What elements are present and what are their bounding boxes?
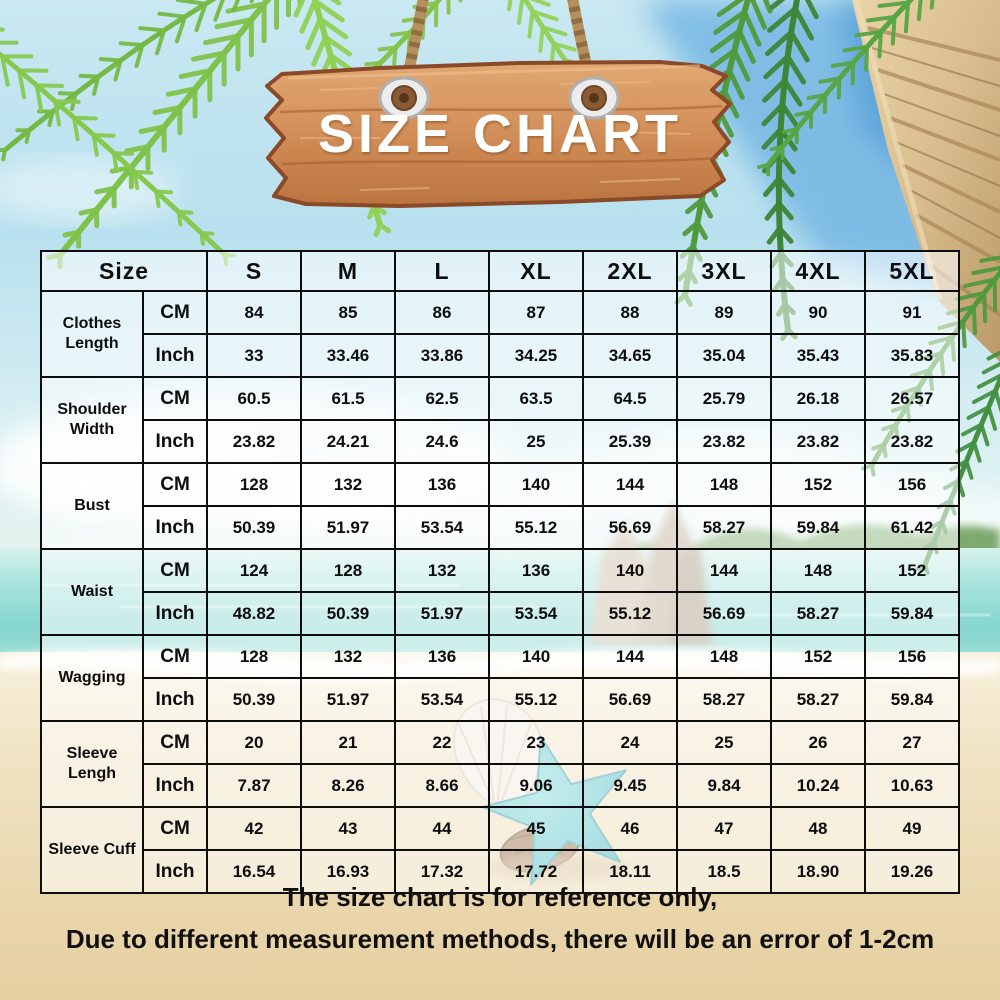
value-cell: 33.46	[301, 334, 395, 377]
measurement-label: Waist	[41, 549, 143, 635]
value-cell: 19.26	[865, 850, 959, 893]
value-cell: 59.84	[771, 506, 865, 549]
measurement-label: Clothes Length	[41, 291, 143, 377]
size-header-s: S	[207, 251, 301, 291]
measurement-label: Wagging	[41, 635, 143, 721]
value-cell: 58.27	[677, 678, 771, 721]
value-cell: 35.83	[865, 334, 959, 377]
measurement-label: Shoulder Width	[41, 377, 143, 463]
value-cell: 24	[583, 721, 677, 764]
value-cell: 46	[583, 807, 677, 850]
value-cell: 148	[677, 635, 771, 678]
size-header-l: L	[395, 251, 489, 291]
value-cell: 55.12	[489, 506, 583, 549]
value-cell: 50.39	[207, 506, 301, 549]
value-cell: 25.39	[583, 420, 677, 463]
unit-cell-inch: Inch	[143, 678, 207, 721]
value-cell: 10.63	[865, 764, 959, 807]
value-cell: 17.32	[395, 850, 489, 893]
value-cell: 86	[395, 291, 489, 334]
value-cell: 9.84	[677, 764, 771, 807]
size-header-m: M	[301, 251, 395, 291]
size-header-xl: XL	[489, 251, 583, 291]
value-cell: 34.25	[489, 334, 583, 377]
measurement-label: Sleeve Cuff	[41, 807, 143, 893]
value-cell: 85	[301, 291, 395, 334]
value-cell: 42	[207, 807, 301, 850]
value-cell: 23.82	[677, 420, 771, 463]
value-cell: 25	[677, 721, 771, 764]
value-cell: 88	[583, 291, 677, 334]
value-cell: 9.45	[583, 764, 677, 807]
value-cell: 128	[207, 635, 301, 678]
value-cell: 51.97	[395, 592, 489, 635]
value-cell: 7.87	[207, 764, 301, 807]
value-cell: 48.82	[207, 592, 301, 635]
value-cell: 148	[677, 463, 771, 506]
unit-cell-inch: Inch	[143, 764, 207, 807]
value-cell: 55.12	[583, 592, 677, 635]
table-header	[41, 251, 959, 291]
value-cell: 49	[865, 807, 959, 850]
value-cell: 43	[301, 807, 395, 850]
measurement-label: Sleeve Lengh	[41, 721, 143, 807]
value-cell: 140	[489, 635, 583, 678]
value-cell: 140	[583, 549, 677, 592]
value-cell: 34.65	[583, 334, 677, 377]
value-cell: 140	[489, 463, 583, 506]
size-header-4xl: 4XL	[771, 251, 865, 291]
value-cell: 51.97	[301, 678, 395, 721]
value-cell: 56.69	[583, 678, 677, 721]
value-cell: 152	[771, 635, 865, 678]
value-cell: 9.06	[489, 764, 583, 807]
value-cell: 53.54	[395, 678, 489, 721]
value-cell: 24.21	[301, 420, 395, 463]
value-cell: 50.39	[301, 592, 395, 635]
value-cell: 62.5	[395, 377, 489, 420]
value-cell: 60.5	[207, 377, 301, 420]
value-cell: 124	[207, 549, 301, 592]
value-cell: 24.6	[395, 420, 489, 463]
value-cell: 53.54	[489, 592, 583, 635]
value-cell: 26	[771, 721, 865, 764]
measurement-label: Bust	[41, 463, 143, 549]
table-body	[41, 291, 959, 893]
value-cell: 33.86	[395, 334, 489, 377]
unit-cell-cm: CM	[143, 377, 207, 420]
value-cell: 63.5	[489, 377, 583, 420]
value-cell: 22	[395, 721, 489, 764]
value-cell: 59.84	[865, 678, 959, 721]
value-cell: 35.04	[677, 334, 771, 377]
value-cell: 59.84	[865, 592, 959, 635]
value-cell: 61.5	[301, 377, 395, 420]
value-cell: 25.79	[677, 377, 771, 420]
value-cell: 84	[207, 291, 301, 334]
value-cell: 8.26	[301, 764, 395, 807]
unit-cell-cm: CM	[143, 549, 207, 592]
sign-title: SIZE CHART	[318, 104, 682, 164]
value-cell: 128	[301, 549, 395, 592]
value-cell: 156	[865, 463, 959, 506]
value-cell: 26.57	[865, 377, 959, 420]
value-cell: 18.11	[583, 850, 677, 893]
value-cell: 35.43	[771, 334, 865, 377]
value-cell: 21	[301, 721, 395, 764]
footer-note	[0, 876, 1000, 960]
value-cell: 152	[865, 549, 959, 592]
value-cell: 148	[771, 549, 865, 592]
size-header-5xl: 5XL	[865, 251, 959, 291]
unit-cell-inch: Inch	[143, 334, 207, 377]
value-cell: 132	[301, 635, 395, 678]
value-cell: 144	[583, 463, 677, 506]
unit-cell-inch: Inch	[143, 850, 207, 893]
value-cell: 90	[771, 291, 865, 334]
value-cell: 45	[489, 807, 583, 850]
value-cell: 56.69	[583, 506, 677, 549]
value-cell: 20	[207, 721, 301, 764]
value-cell: 132	[395, 549, 489, 592]
value-cell: 50.39	[207, 678, 301, 721]
size-header-2xl: 2XL	[583, 251, 677, 291]
value-cell: 55.12	[489, 678, 583, 721]
value-cell: 156	[865, 635, 959, 678]
value-cell: 61.42	[865, 506, 959, 549]
value-cell: 58.27	[771, 592, 865, 635]
value-cell: 25	[489, 420, 583, 463]
value-cell: 16.54	[207, 850, 301, 893]
value-cell: 144	[583, 635, 677, 678]
unit-cell-inch: Inch	[143, 506, 207, 549]
value-cell: 152	[771, 463, 865, 506]
value-cell: 27	[865, 721, 959, 764]
value-cell: 18.90	[771, 850, 865, 893]
value-cell: 136	[395, 463, 489, 506]
value-cell: 44	[395, 807, 489, 850]
unit-cell-cm: CM	[143, 635, 207, 678]
value-cell: 89	[677, 291, 771, 334]
unit-cell-inch: Inch	[143, 420, 207, 463]
unit-cell-cm: CM	[143, 463, 207, 506]
value-cell: 10.24	[771, 764, 865, 807]
value-cell: 33	[207, 334, 301, 377]
value-cell: 23.82	[865, 420, 959, 463]
value-cell: 136	[395, 635, 489, 678]
value-cell: 64.5	[583, 377, 677, 420]
value-cell: 51.97	[301, 506, 395, 549]
size-header-3xl: 3XL	[677, 251, 771, 291]
value-cell: 144	[677, 549, 771, 592]
size-chart-table	[40, 250, 960, 894]
value-cell: 16.93	[301, 850, 395, 893]
value-cell: 56.69	[677, 592, 771, 635]
value-cell: 87	[489, 291, 583, 334]
value-cell: 8.66	[395, 764, 489, 807]
value-cell: 23.82	[771, 420, 865, 463]
value-cell: 53.54	[395, 506, 489, 549]
value-cell: 128	[207, 463, 301, 506]
unit-cell-cm: CM	[143, 807, 207, 850]
unit-cell-cm: CM	[143, 291, 207, 334]
value-cell: 18.5	[677, 850, 771, 893]
value-cell: 136	[489, 549, 583, 592]
value-cell: 91	[865, 291, 959, 334]
value-cell: 48	[771, 807, 865, 850]
value-cell: 23.82	[207, 420, 301, 463]
value-cell: 58.27	[771, 678, 865, 721]
footer-note-line1: The size chart is for reference only,	[282, 882, 718, 912]
value-cell: 23	[489, 721, 583, 764]
value-cell: 58.27	[677, 506, 771, 549]
value-cell: 132	[301, 463, 395, 506]
value-cell: 17.72	[489, 850, 583, 893]
unit-cell-cm: CM	[143, 721, 207, 764]
unit-cell-inch: Inch	[143, 592, 207, 635]
footer-note-line2: Due to different measurement methods, there will be an error of 1-2cm	[65, 924, 935, 954]
value-cell: 26.18	[771, 377, 865, 420]
table-corner-header: Size	[41, 251, 207, 291]
value-cell: 47	[677, 807, 771, 850]
